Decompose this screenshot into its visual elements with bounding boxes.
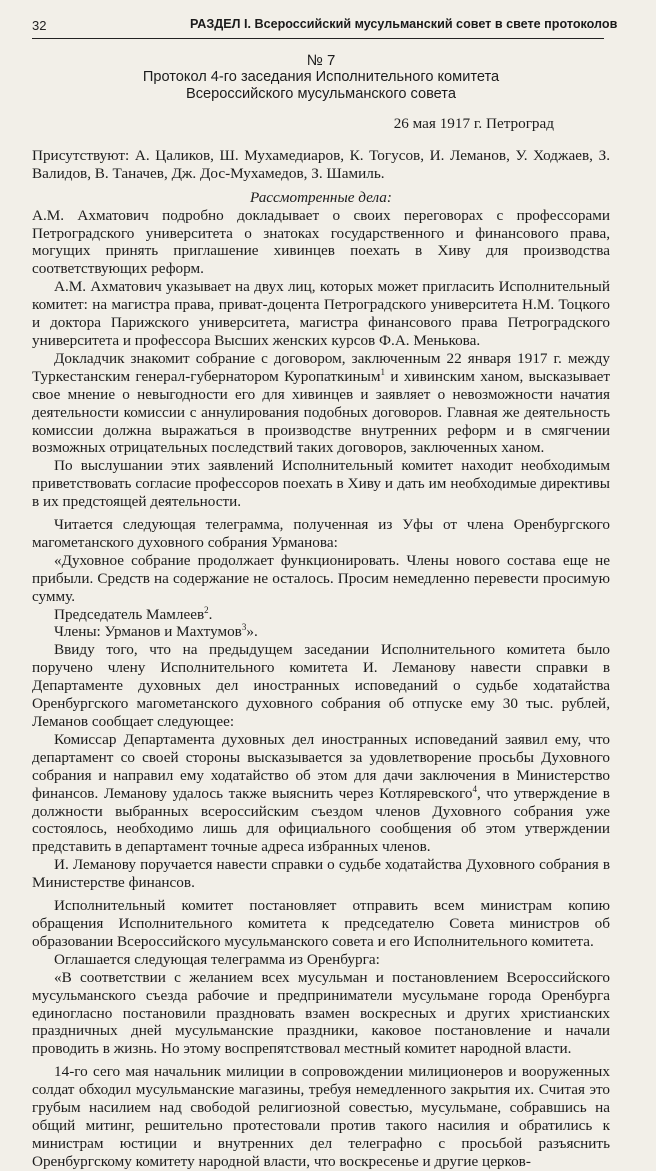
paragraph: Исполнительный комитет постановляет отправить всем министрам копию обращения Исполнительного комитета к председателю Совета министров об образовании Всероссийского мусульманского совета и его Исполнительного комитета.	[32, 897, 610, 950]
section-heading: Рассмотренные дела:	[250, 188, 392, 206]
date-place-block	[32, 115, 610, 133]
telegram-quote: «Духовное собрание продолжает функционировать. Члены нового состава еще не прибыли. Средств на содержание не осталось. Просим немедленно перевести просимую сумму.	[32, 551, 610, 605]
document-number: № 7	[306, 52, 336, 69]
paragraph: Читается следующая телеграмма, полученная из Уфы от члена Оренбургского магометанского духовного собрания Урманова:	[32, 516, 610, 551]
paragraph-text: и хивинским ханом, высказывает свое мнение о невыгодности его для хивинцев и заявляет о невозможности начатия деятельности комиссии с аннулирования подобных договоров. Главная же деятельность комиссии должна выражаться в производстве внутренних реформ и в смягчении возможных отрицательных последствий таких договоров, заключенных ханом.	[32, 367, 610, 457]
paragraph: 14-го сего мая начальник милиции в сопровождении милиционеров и вооруженных солдат обходил мусульманские магазины, требуя немедленного закрытия их. Считая это грубым насилием над свободой религиозной совестью, мусульмане, собравшись на общий митинг, решительно протестовали против такого насилия и обратились к министрам юстиции и внутренних дел телеграфно с просьбой разъяснить Оренбургскому комитету народной власти, что воскресенье и другие церков-	[32, 1063, 610, 1170]
paragraph-text: Докладчик знакомит собрание с договором, заключенным 22 января 1917 г. между Туркестанским генерал-губернатором Куропаткиным	[32, 349, 610, 385]
footnote-mark: 1	[380, 366, 385, 377]
paragraph: По выслушании этих заявлений Исполнительный комитет находит необходимым приветствовать согласие профессоров поехать в Хиву и дать им необходимые директивы в их предстоящей деятельности.	[32, 457, 610, 511]
signature-text: Председатель Мамлеев	[54, 605, 205, 623]
paragraph-text: , что утверждение в должности выбранных всероссийским съездом членов Духовного собрания уже состоялось, необходимо лишь для официального сообщения об этом утверждении представить в департамент точные адреса избранных членов.	[32, 784, 610, 856]
page-number: 32	[32, 18, 47, 33]
paragraph	[32, 731, 610, 856]
footnote-mark: 3	[241, 622, 247, 633]
paragraph	[32, 350, 610, 457]
signature-text: Члены: Урманов и Махтумов	[54, 623, 242, 641]
footnote-mark: 2	[204, 604, 209, 615]
header-rule	[32, 38, 604, 39]
paragraph: Оглашается следующая телеграмма из Оренбурга:	[54, 950, 380, 968]
signature-line	[32, 606, 610, 624]
signature-text: .	[208, 605, 213, 623]
document-title-line-1: Протокол 4-го заседания Исполнительного комитета	[142, 69, 500, 85]
footnote-mark: 4	[472, 783, 478, 794]
paragraph-text: Комиссар Департамента духовных дел иностранных исповеданий заявил ему, что департамент со своей стороны высказывается за удовлетворение просьбы Духовного собрания и направил ему ходатайство об этом для дачи заключения в Министерство финансов. Леманову удалось также выяснить через Котляревского	[32, 730, 610, 802]
paragraph: А.М. Ахматович подробно докладывает о своих переговорах с профессорами Петроградского университета о знатоках государственного и финансового права, могущих принять приглашение хивинцев поехать в Хиву для производства соответствующих реформ.	[32, 206, 610, 278]
signature-line	[32, 623, 610, 641]
paragraph: А.М. Ахматович указывает на двух лиц, которых может пригласить Исполнительный комитет: на магистра права, приват-доцента Петроградского университета Н.М. Тоцкого и доктора Парижского университета, магистра финансового права Петроградского университета и профессора Высших женских курсов Ф.А. Менькова.	[32, 278, 610, 349]
document-date: 26 мая 1917 г.	[393, 115, 483, 132]
running-title: РАЗДЕЛ I. Всероссийский мусульманский совет в свете протоколов	[190, 17, 618, 31]
attendees-list: Присутствуют: А. Цаликов, Ш. Мухамедиаров, К. Тогусов, И. Леманов, У. Ходжаев, З. Валидов, В. Таначев, Дж. Дос-Мухамедов, З. Шамиль.	[32, 146, 610, 182]
document-place: Петроград	[485, 115, 554, 132]
document-title-line-2: Всероссийского мусульманского совета	[186, 86, 456, 102]
signature-text: ».	[246, 623, 258, 641]
paragraph: Ввиду того, что на предыдущем заседании Исполнительного комитета было поручено члену Исполнительного комитета И. Леманову навести справки в Департаменте духовных дел иностранных исповеданий о судьбе ходатайства Оренбургского магометанского духовного собрания об отпуске ему 30 тыс. рублей, Леманов сообщает следующее:	[32, 641, 610, 730]
telegram-quote: «В соответствии с желанием всех мусульман и постановлением Всероссийского мусульманского съезда рабочие и предприниматели мусульмане города Оренбурга единогласно постановили праздновать взамен воскресных и других христианских праздничных дней мусульманские праздники, каковое постановление и начали проводить в жизнь. Но этому воспрепятствовал местный комитет народной власти.	[32, 968, 610, 1058]
paragraph: И. Леманову поручается навести справки о судьбе ходатайства Духовного собрания в Министерстве финансов.	[32, 856, 610, 892]
